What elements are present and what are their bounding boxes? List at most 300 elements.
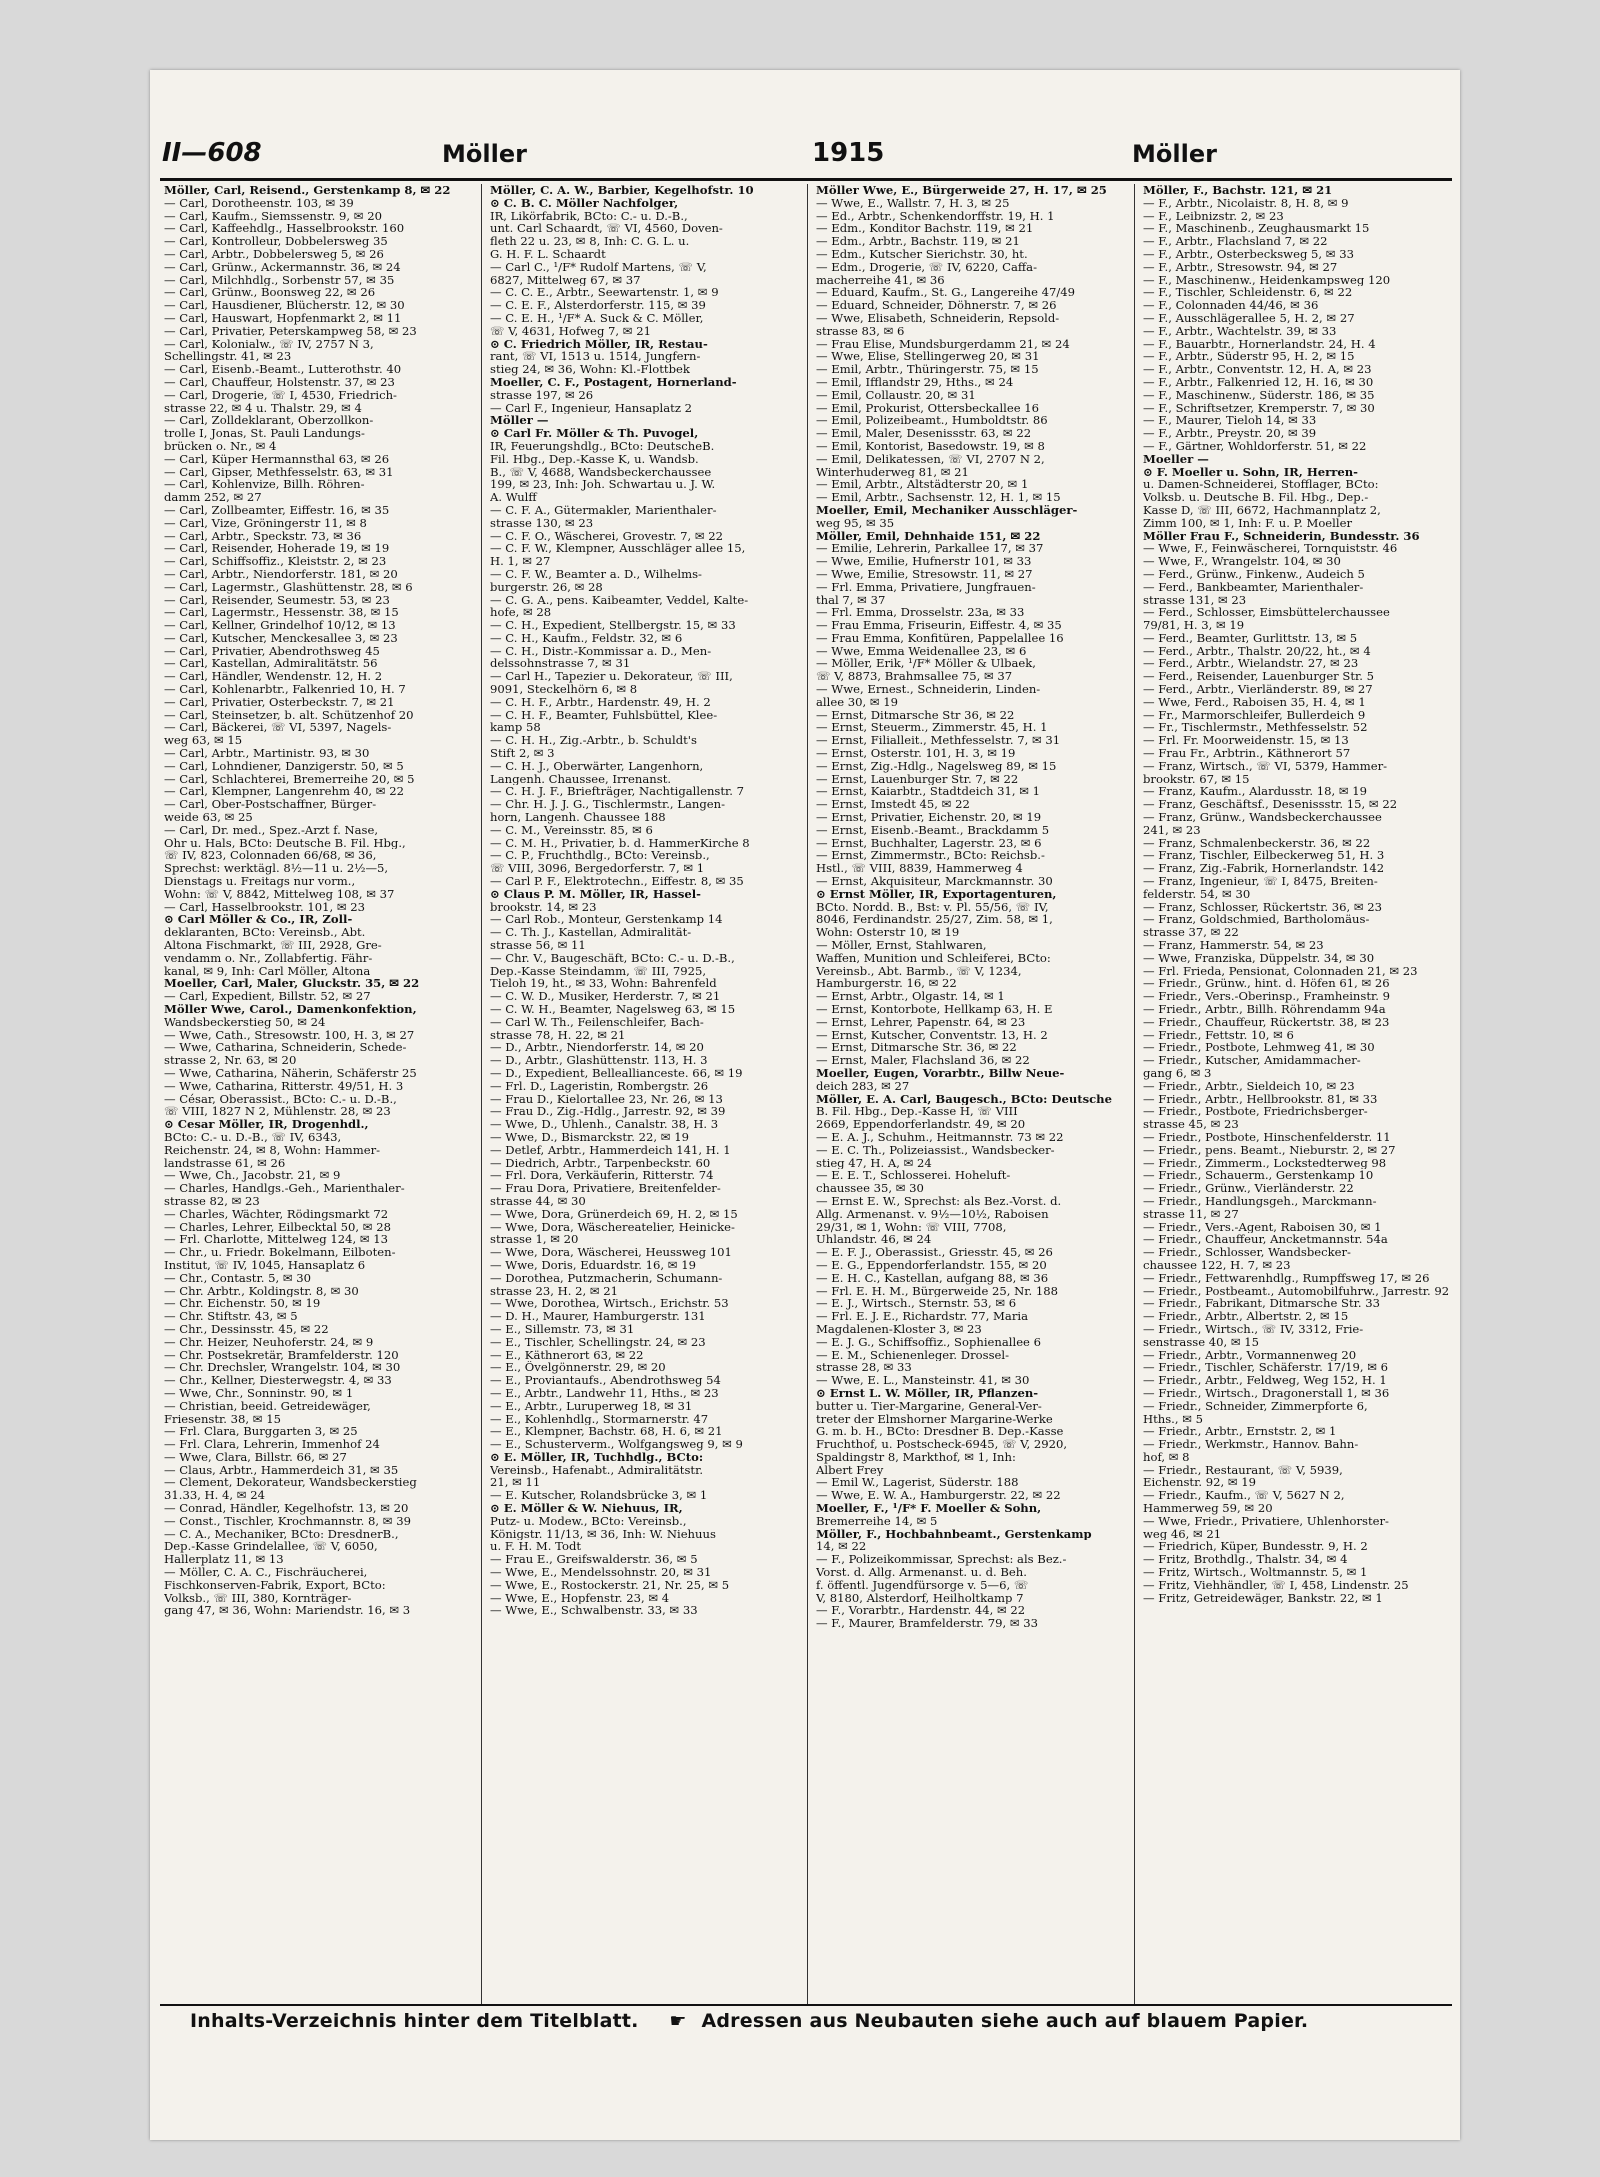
directory-entry: — Ferd., Arbtr., Wielandstr. 27, ✉ 23 — [1143, 657, 1359, 671]
directory-entry: Dep.-Kasse Grindelallee, ☏ V, 6050, — [164, 1540, 378, 1554]
directory-entry: Vereinsb., Abt. Barmb., ☏ V, 1234, — [816, 964, 1022, 978]
directory-entry: Volksb. u. Deutsche B. Fil. Hbg., Dep.- — [1143, 491, 1369, 504]
directory-entry: — C. H. J., Oberwärter, Langenhorn, — [490, 759, 704, 773]
directory-entry: — Clement, Dekorateur, Wandsbeckerstieg — [164, 1476, 417, 1490]
directory-entry: — Friedr., Arbtr., Feldweg, Weg 152, H. 1 — [1143, 1374, 1387, 1387]
directory-entry: — Franz, Schmalenbeckerstr. 36, ✉ 22 — [1143, 836, 1371, 850]
directory-entry: Vereinsb., Hafenabt., Admiralitätstr. — [490, 1463, 704, 1477]
directory-entry: Möller, F., Hochbahnbeamt., Gerstenkamp — [816, 1527, 1092, 1541]
directory-entry: — Carl, Milchhdlg., Sorbenstr 57, ✉ 35 — [164, 273, 395, 287]
directory-entry: Kasse D, ☏ III, 6672, Hachmannplatz 2, — [1143, 503, 1381, 517]
directory-entry: Königstr. 11/13, ✉ 36, Inh: W. Niehuus — [490, 1527, 716, 1541]
directory-entry: — F., Schriftsetzer, Kremperstr. 7, ✉ 30 — [1143, 401, 1375, 415]
directory-entry: — Frl. E. H. M., Bürgerweide 25, Nr. 188 — [816, 1284, 1059, 1298]
directory-entry: — Möller, Erik, ¹/F* Möller & Ulbaek, — [816, 657, 1036, 671]
directory-entry: — Ernst, Maler, Flachsland 36, ✉ 22 — [816, 1054, 1030, 1067]
directory-entry: — Ernst, Lehrer, Papenstr. 64, ✉ 23 — [816, 1015, 1026, 1029]
directory-entry: — Friedr., Werkmstr., Hannov. Bahn- — [1143, 1438, 1359, 1451]
directory-entry: — C. H., Expedient, Stellbergstr. 15, ✉ 33 — [490, 619, 736, 632]
directory-entry: hofe, ✉ 28 — [490, 606, 552, 620]
directory-entry: — F., Bauarbtr., Hornerlandstr. 24, H. 4 — [1143, 337, 1376, 351]
directory-entry: — Emil, Prokurist, Ottersbeckallee 16 — [816, 401, 1040, 415]
directory-entry: BCto. Nordd. B., Bst: v. Pl. 55/56, ☏ IV, — [816, 900, 1049, 914]
directory-entry: — F., Maschinenw., Heidenkampsweg 120 — [1143, 273, 1391, 287]
directory-entry: — Friedr., Zimmerm., Lockstedterweg 98 — [1143, 1156, 1387, 1170]
directory-entry: Magdalenen-Kloster 3, ✉ 23 — [816, 1322, 982, 1336]
directory-entry: ⊙ Ernst Möller, IR, Exportagenturen, — [816, 887, 1057, 901]
directory-entry: damm 252, ✉ 27 — [164, 491, 262, 504]
directory-entry: — Frau D., Zig.-Hdlg., Jarrestr. 92, ✉ 39 — [490, 1105, 726, 1119]
directory-entry: — F., Maschinenb., Zeughausmarkt 15 — [1143, 222, 1370, 236]
directory-entry: — Ferd., Schlosser, Eimsbüttelerchaussee — [1143, 606, 1390, 620]
directory-entry: — Chr., Kellner, Diesterwegstr. 4, ✉ 33 — [164, 1374, 392, 1387]
directory-entry: — C. H. F., Arbtr., Hardenstr. 49, H. 2 — [490, 695, 711, 709]
directory-entry: — C. F. W., Klempner, Ausschläger allee 15, — [490, 542, 746, 556]
directory-entry: Volksb., ☏ III, 380, Kornträger- — [164, 1591, 352, 1605]
directory-entry: — Detlef, Arbtr., Hammerdeich 141, H. 1 — [490, 1143, 731, 1157]
directory-entry: — Friedr., Arbtr., Albertstr. 2, ✉ 15 — [1143, 1310, 1349, 1323]
directory-entry: brookstr. 67, ✉ 15 — [1143, 772, 1250, 786]
directory-entry: — Ferd., Arbtr., Thalstr. 20/22, ht., ✉ 4 — [1143, 644, 1371, 658]
directory-entry: — Carl, Reisender, Hoherade 19, ✉ 19 — [164, 542, 390, 556]
directory-entry: strasse 131, ✉ 23 — [1143, 593, 1247, 607]
directory-entry: senstrasse 40, ✉ 15 — [1143, 1335, 1260, 1349]
directory-entry: Sprechst: werktägl. 8½—11 u. 2½—5, — [164, 862, 389, 876]
directory-entry: — Charles, Lehrer, Eilbecktal 50, ✉ 28 — [164, 1220, 391, 1234]
directory-entry: — Carl, Lohndiener, Danzigerstr. 50, ✉ 5 — [164, 759, 404, 773]
directory-entry: Wandsbeckerstieg 50, ✉ 24 — [164, 1015, 326, 1029]
directory-entry: — Dorothea, Putzmacherin, Schumann- — [490, 1271, 723, 1285]
footer-index-note: Inhalts-Verzeichnis hinter dem Titelblatt. — [190, 2010, 639, 2032]
directory-entry: — D., Expedient, Belleallianceste. 66, ✉ 19 — [490, 1066, 743, 1080]
directory-entry: 2669, Eppendorferlandstr. 49, ✉ 20 — [816, 1118, 1026, 1131]
directory-entry: — F., Leibnizstr. 2, ✉ 23 — [1143, 209, 1284, 223]
directory-entry: Hammerweg 59, ✉ 20 — [1143, 1502, 1273, 1515]
directory-entry: — Friedr., Postbote, Friedrichsberger- — [1143, 1105, 1368, 1119]
directory-entry: Altona Fischmarkt, ☏ III, 2928, Gre- — [164, 939, 382, 952]
directory-entry: — Emil, Maler, Desenissstr. 63, ✉ 22 — [816, 427, 1032, 440]
directory-entry: — Wwe, Ferd., Raboisen 35, H. 4, ✉ 1 — [1143, 695, 1366, 709]
directory-entry: — Frau Dora, Privatiere, Breitenfelder- — [490, 1182, 721, 1195]
directory-entry: Schellingstr. 41, ✉ 23 — [164, 350, 292, 364]
directory-entry: — Franz, Grünw., Wandsbeckerchaussee — [1143, 811, 1382, 824]
directory-entry: — E. E. T., Schlosserei. Hoheluft- — [816, 1169, 1011, 1183]
directory-entry: ⊙ C. B. C. Möller Nachfolger, — [490, 196, 679, 210]
directory-entry: — Frau Emma, Friseurin, Eiffestr. 4, ✉ 35 — [816, 619, 1062, 632]
directory-entry: — F., Arbtr., Flachsland 7, ✉ 22 — [1143, 235, 1328, 248]
directory-entry: weide 63, ✉ 25 — [164, 811, 253, 824]
directory-entry: — Friedr., Wirtsch., ☏ IV, 3312, Frie- — [1143, 1322, 1364, 1336]
directory-entry: — Wwe, Emilie, Hufnerstr 101, ✉ 33 — [816, 555, 1032, 568]
directory-entry: Wohn: ☏ V, 8842, Mittelweg 108, ✉ 37 — [164, 887, 395, 901]
directory-entry: — Carl, Hausdiener, Blücherstr. 12, ✉ 30 — [164, 299, 405, 312]
directory-entry: Eichenstr. 92, ✉ 19 — [1143, 1476, 1256, 1490]
directory-entry: ☏ VIII, 3096, Bergedorferstr. 7, ✉ 1 — [490, 862, 705, 876]
directory-entry: — Christian, beeid. Getreidewäger, — [164, 1399, 371, 1413]
directory-entry: — F., Arbtr., Stresowstr. 94, ✉ 27 — [1143, 260, 1338, 274]
directory-entry: ☏ VIII, 1827 N 2, Mühlenstr. 28, ✉ 23 — [164, 1105, 391, 1119]
directory-entry: — Carl, Chauffeur, Holstenstr. 37, ✉ 23 — [164, 375, 395, 389]
directory-entry: Moeller, Emil, Mechaniker Ausschläger- — [816, 503, 1078, 517]
directory-entry: Bremerreihe 14, ✉ 5 — [816, 1514, 938, 1528]
directory-entry: — Friedr., Postbote, Lehmweg 41, ✉ 30 — [1143, 1041, 1375, 1055]
directory-entry: — Frau E., Greifswalderstr. 36, ✉ 5 — [490, 1553, 698, 1567]
directory-entry: — C. W. H., Beamter, Nagelsweg 63, ✉ 15 — [490, 1003, 736, 1016]
directory-entry: — Ernst, Ditmarsche Str 36, ✉ 22 — [816, 708, 1015, 722]
directory-entry: — Carl, Reisender, Seumestr. 53, ✉ 23 — [164, 593, 390, 607]
directory-entry: chaussee 122, H. 7, ✉ 23 — [1143, 1258, 1291, 1272]
directory-entry: ⊙ C. Friedrich Möller, IR, Restau- — [490, 337, 708, 351]
directory-entry: — Friedr., Kaufm., ☏ V, 5627 N 2, — [1143, 1489, 1345, 1503]
directory-entry: horn, Langenh. Chaussee 188 — [490, 811, 666, 824]
directory-entry: Fil. Hbg., Dep.-Kasse K, u. Wandsb. — [490, 452, 699, 466]
directory-entry: — Franz, Tischler, Eilbeckerweg 51, H. 3 — [1143, 849, 1385, 863]
directory-entry: 14, ✉ 22 — [816, 1540, 867, 1554]
directory-entry: — C. F. A., Gütermakler, Marienthaler- — [490, 503, 717, 517]
directory-entry: — Frau D., Kielortallee 23, Nr. 26, ✉ 13 — [490, 1092, 723, 1106]
directory-entry: — C. H., Kaufm., Feldstr. 32, ✉ 6 — [490, 631, 683, 645]
directory-entry: — Friedr., Restaurant, ☏ V, 5939, — [1143, 1463, 1343, 1477]
directory-entry: — Friedr., Arbtr., Ernststr. 2, ✉ 1 — [1143, 1425, 1337, 1439]
directory-entry: — Carl, Schiffsoffiz., Kleiststr. 2, ✉ 23 — [164, 555, 387, 568]
column-divider — [1134, 184, 1135, 2004]
directory-entry: — Carl, Kohlenvize, Billh. Röhren- — [164, 478, 365, 492]
directory-entry: — E., Arbtr., Landwehr 11, Hths., ✉ 23 — [490, 1386, 719, 1400]
directory-entry: — Edm., Kutscher Sierichstr. 30, ht. — [816, 247, 1028, 261]
directory-entry: — Carl, Privatier, Abendrothsweg 45 — [164, 644, 380, 658]
directory-entry: — Carl, Grünw., Ackermannstr. 36, ✉ 24 — [164, 260, 401, 274]
directory-entry: — Carl, Lagermstr., Glashüttenstr. 28, ✉ 6 — [164, 580, 413, 594]
directory-entry: — C. H. H., Zig.-Arbtr., b. Schuldt's — [490, 734, 697, 748]
directory-entry: — Carl, Hauswart, Hopfenmarkt 2, ✉ 11 — [164, 311, 402, 325]
directory-entry: vendamm o. Nr., Zollabfertig. Fähr- — [164, 951, 373, 965]
directory-entry: — Ernst E. W., Sprechst: als Bez.-Vorst. d. — [816, 1194, 1062, 1208]
directory-entry: — Carl F., Ingenieur, Hansaplatz 2 — [490, 401, 692, 415]
directory-entry: — Carl, Privatier, Osterbeckstr. 7, ✉ 21 — [164, 695, 395, 709]
directory-entry: — Friedr., Postbeamt., Automobilfuhrw., Jarrestr. 92 — [1143, 1284, 1450, 1298]
directory-entry: — Wwe, Elisabeth, Schneiderin, Repsold- — [816, 311, 1060, 325]
directory-entry: ⊙ Carl Fr. Möller & Th. Puvogel, — [490, 427, 699, 440]
directory-entry: ⊙ Ernst L. W. Möller, IR, Pflanzen- — [816, 1386, 1039, 1400]
directory-entry: fleth 22 u. 23, ✉ 8, Inh: C. G. L. u. — [490, 235, 690, 248]
directory-entry: — E., Arbtr., Luruperweg 18, ✉ 31 — [490, 1399, 693, 1413]
directory-entry: — Emil, Arbtr., Sachsenstr. 12, H. 1, ✉ 15 — [816, 491, 1061, 504]
directory-entry: — Carl, Kaffeehdlg., Hasselbrookstr. 160 — [164, 222, 405, 236]
directory-entry: Moeller — — [1143, 452, 1209, 466]
directory-entry: Winterhuderweg 81, ✉ 21 — [816, 465, 969, 479]
directory-entry: — Wwe, Dora, Wäscherei, Heussweg 101 — [490, 1246, 732, 1259]
directory-entry: — Friedr., Arbtr., Sieldeich 10, ✉ 23 — [1143, 1079, 1355, 1093]
directory-entry: — Ernst, Arbtr., Olgastr. 14, ✉ 1 — [816, 990, 1005, 1003]
directory-entry: B. Fil. Hbg., Dep.-Kasse H, ☏ VIII — [816, 1105, 1018, 1119]
directory-entry: ⊙ F. Moeller u. Sohn, IR, Herren- — [1143, 465, 1358, 479]
directory-entry: — Frau Fr., Arbtrin., Käthnerort 57 — [1143, 747, 1351, 760]
directory-entry: 79/81, H. 3, ✉ 19 — [1143, 619, 1245, 632]
directory-entry: — Frl. Fr. Moorweidenstr. 15, ✉ 13 — [1143, 734, 1349, 748]
directory-entry: — F., Arbtr., Conventstr. 12, H. A, ✉ 23 — [1143, 363, 1372, 376]
directory-entry: — Frl. Emma, Privatiere, Jungfrauen- — [816, 580, 1036, 594]
directory-entry: strasse 2, Nr. 63, ✉ 20 — [164, 1054, 297, 1067]
directory-entry: — Carl, Arbtr., Speckstr. 73, ✉ 36 — [164, 529, 362, 543]
directory-entry: stieg 47, H. A, ✉ 24 — [816, 1156, 932, 1170]
directory-entry: Möller — — [490, 414, 549, 428]
directory-entry: — Frl. Clara, Lehrerin, Immenhof 24 — [164, 1438, 380, 1451]
directory-entry: — Wwe, E. W. A., Hamburgerstr. 22, ✉ 22 — [816, 1489, 1061, 1503]
page-number: II—608 — [162, 138, 262, 168]
directory-entry: — Ernst, Imstedt 45, ✉ 22 — [816, 798, 970, 812]
directory-entry: — Carl, Lagermstr., Hessenstr. 38, ✉ 15 — [164, 606, 399, 620]
directory-entry: — Carl, Dr. med., Spez.-Arzt f. Nase, — [164, 823, 379, 837]
directory-entry: IR, Feuerungshdlg., BCto: DeutscheB. — [490, 439, 715, 453]
directory-entry: — Franz, Geschäftsf., Desenissstr. 15, ✉ 22 — [1143, 798, 1398, 812]
directory-entry: — Carl C., ¹/F* Rudolf Martens, ☏ V, — [490, 260, 707, 274]
directory-entry: — E. Kutscher, Rolandsbrücke 3, ✉ 1 — [490, 1489, 708, 1503]
directory-entry: — E., Övelgönnerstr. 29, ✉ 20 — [490, 1361, 666, 1375]
directory-entry: — Franz, Schlosser, Rückertstr. 36, ✉ 23 — [1143, 900, 1383, 914]
directory-entry: — C. H. J. F., Briefträger, Nachtigallenstr. 7 — [490, 785, 745, 799]
directory-entry: strasse 1, ✉ 20 — [490, 1233, 579, 1247]
directory-entry: — Carl, Arbtr., Dobbelersweg 5, ✉ 26 — [164, 247, 384, 261]
directory-entry: — Ferd., Arbtr., Vierländerstr. 89, ✉ 27 — [1143, 683, 1373, 696]
directory-entry: — Friedr., Arbtr., Billh. Röhrendamm 94a — [1143, 1003, 1386, 1016]
directory-entry: — E., Sillemstr. 73, ✉ 31 — [490, 1322, 635, 1336]
directory-entry: — E. F. J., Oberassist., Griesstr. 45, ✉ 26 — [816, 1246, 1053, 1259]
directory-entry: — Chr. Arbtr., Koldingstr. 8, ✉ 30 — [164, 1284, 359, 1298]
directory-entry: — Carl, Arbtr., Niendorferstr. 181, ✉ 20 — [164, 567, 398, 581]
directory-entry: — Edm., Konditor Bachstr. 119, ✉ 21 — [816, 222, 1034, 236]
directory-entry: — Claus, Arbtr., Hammerdeich 31, ✉ 35 — [164, 1463, 399, 1477]
directory-entry: — Ernst, Kaiarbtr., Stadtdeich 31, ✉ 1 — [816, 785, 1040, 799]
directory-entry: — Carl, Kontrolleur, Dobbelersweg 35 — [164, 235, 388, 248]
directory-entry: — E., Tischler, Schellingstr. 24, ✉ 23 — [490, 1335, 706, 1349]
directory-entry: — Friedr., Vers.-Agent, Raboisen 30, ✉ 1 — [1143, 1220, 1382, 1234]
directory-entry: — F., Arbtr., Wachtelstr. 39, ✉ 33 — [1143, 324, 1337, 338]
directory-entry: Moeller, Carl, Maler, Gluckstr. 35, ✉ 22 — [164, 977, 420, 991]
directory-entry: ⊙ E. Möller, IR, Tuchhdlg., BCto: — [490, 1450, 704, 1464]
directory-entry: — Const., Tischler, Krochmannstr. 8, ✉ 39 — [164, 1514, 411, 1528]
directory-entry: — Chr. Postsekretär, Bramfelderstr. 120 — [164, 1348, 399, 1362]
directory-entry: — Friedr., Schneider, Zimmerpforte 6, — [1143, 1399, 1368, 1413]
directory-entry: — Eduard, Schneider, Döhnerstr. 7, ✉ 26 — [816, 299, 1057, 312]
directory-entry: — Chr. Heizer, Neuhoferstr. 24, ✉ 9 — [164, 1335, 374, 1349]
directory-entry: ⊙ Carl Möller & Co., IR, Zoll- — [164, 913, 353, 927]
directory-entry: — Wwe, F., Feinwäscherei, Tornquiststr. 46 — [1143, 542, 1398, 556]
directory-entry: — Ernst, Osterstr. 101, H. 3, ✉ 19 — [816, 747, 1016, 760]
directory-entry: — Ernst, Zimmermstr., BCto: Reichsb.- — [816, 849, 1045, 863]
directory-entry: — Friedr., Schlosser, Wandsbecker- — [1143, 1246, 1351, 1259]
directory-entry: — Wwe, Franziska, Düppelstr. 34, ✉ 30 — [1143, 951, 1375, 965]
directory-entry: f. öffentl. Jugendfürsorge v. 5—6, ☏ — [816, 1578, 1029, 1592]
directory-entry: — Carl, Kohlenarbtr., Falkenried 10, H. 7 — [164, 683, 406, 696]
directory-entry: G. m. b. H., BCto: Dresdner B. Dep.-Kasse — [816, 1425, 1064, 1439]
directory-entry: — Wwe, E., Wallstr. 7, H. 3, ✉ 25 — [816, 196, 1010, 210]
directory-entry: 199, ✉ 23, Inh: Joh. Schwartau u. J. W. — [490, 478, 716, 492]
directory-entry: deklaranten, BCto: Vereinsb., Abt. — [164, 926, 366, 940]
directory-entry: — C. F. O., Wäscherei, Grovestr. 7, ✉ 22 — [490, 529, 724, 543]
directory-entry: — F., Colonnaden 44/46, ✉ 36 — [1143, 299, 1319, 312]
directory-entry: — Ferd., Bankbeamter, Marienthaler- — [1143, 580, 1364, 594]
directory-entry: — E. H. C., Kastellan, aufgang 88, ✉ 36 — [816, 1271, 1049, 1285]
directory-entry: — F., Arbtr., Süderstr 95, H. 2, ✉ 15 — [1143, 350, 1355, 364]
directory-entry: — C. E. H., ¹/F* A. Suck & C. Möller, — [490, 311, 704, 325]
directory-entry: — Ernst, Kutscher, Conventstr. 13, H. 2 — [816, 1028, 1048, 1042]
directory-entry: — Friedr., Fabrikant, Ditmarsche Str. 33 — [1143, 1297, 1381, 1311]
directory-entry: Hstl., ☏ VIII, 8839, Hammerweg 4 — [816, 862, 1023, 876]
directory-entry: — C. M. H., Privatier, b. d. HammerKirche 8 — [490, 836, 750, 850]
directory-entry: — C. C. E., Arbtr., Seewartenstr. 1, ✉ 9 — [490, 286, 719, 300]
directory-entry: — C. W. D., Musiker, Herderstr. 7, ✉ 21 — [490, 990, 721, 1003]
directory-entry: Dep.-Kasse Steindamm, ☏ III, 7925, — [490, 964, 707, 978]
directory-entry: — Chr. Stiftstr. 43, ✉ 5 — [164, 1310, 298, 1323]
directory-entry: Vorst. d. Allg. Armenanst. u. d. Beh. — [816, 1566, 1027, 1579]
directory-entry: strasse 11, ✉ 27 — [1143, 1207, 1239, 1221]
directory-entry: — Möller, Ernst, Stahlwaren, — [816, 939, 987, 952]
directory-entry: — C. E. F., Alsterdorferstr. 115, ✉ 39 — [490, 299, 706, 312]
directory-entry: — Carl, Händler, Wendenstr. 12, H. 2 — [164, 670, 383, 684]
column-4 — [1139, 184, 1456, 2004]
directory-entry: — C. H., Distr.-Kommissar a. D., Men- — [490, 644, 712, 658]
directory-entry: — Wwe, E., Hopfenstr. 23, ✉ 4 — [490, 1591, 670, 1605]
directory-entry: — C. M., Vereinsstr. 85, ✉ 6 — [490, 823, 653, 837]
directory-entry: — Emilie, Lehrerin, Parkallee 17, ✉ 37 — [816, 542, 1044, 556]
directory-entry: chaussee 35, ✉ 30 — [816, 1182, 924, 1195]
directory-entry: — Ed., Arbtr., Schenkendorffstr. 19, H. 1 — [816, 209, 1055, 223]
directory-entry: — Carl Rob., Monteur, Gerstenkamp 14 — [490, 913, 723, 927]
directory-entry: — César, Oberassist., BCto: C.- u. D.-B., — [164, 1092, 397, 1106]
directory-entry: Waffen, Munition und Schleiferei, BCto: — [816, 951, 1051, 965]
directory-entry: 241, ✉ 23 — [1143, 823, 1201, 837]
directory-entry: — Wwe, Catharina, Näherin, Schäferstr 25 — [164, 1066, 417, 1080]
directory-entry: — E., Klempner, Bachstr. 68, H. 6, ✉ 21 — [490, 1425, 723, 1439]
page-header — [162, 138, 1452, 178]
directory-entry: — Friedr., Fettstr. 10, ✉ 6 — [1143, 1028, 1294, 1042]
directory-entry: — Carl, Ober-Postschaffner, Bürger- — [164, 798, 377, 812]
directory-entry: gang 6, ✉ 3 — [1143, 1066, 1212, 1080]
column-3 — [812, 184, 1132, 2004]
header-left-name: Möller — [442, 140, 527, 168]
directory-entry: — Ernst, Privatier, Eichenstr. 20, ✉ 19 — [816, 811, 1042, 824]
directory-entry: — Wwe, Catharina, Schneiderin, Schede- — [164, 1041, 407, 1055]
directory-entry: — Wwe, Chr., Sonninstr. 90, ✉ 1 — [164, 1386, 354, 1400]
directory-entry: — Wwe, E., Mendelssohnstr. 20, ✉ 31 — [490, 1566, 712, 1579]
directory-entry: — Carl, Grünw., Boonsweg 22, ✉ 26 — [164, 286, 376, 300]
directory-entry: — Wwe, Cath., Stresowstr. 100, H. 3, ✉ 27 — [164, 1028, 415, 1042]
directory-entry: — Carl, Kolonialw., ☏ IV, 2757 N 3, — [164, 337, 374, 351]
directory-entry: strasse 28, ✉ 33 — [816, 1361, 912, 1375]
directory-entry: strasse 83, ✉ 6 — [816, 324, 905, 338]
directory-entry: — Ernst, Steuerm., Zimmerstr. 45, H. 1 — [816, 721, 1048, 735]
directory-entry: — Friedr., Grünw., Vierländerstr. 22 — [1143, 1182, 1354, 1195]
directory-entry: kanal, ✉ 9, Inh: Carl Möller, Altona — [164, 964, 371, 978]
directory-entry: — Fritz, Wirtsch., Woltmannstr. 5, ✉ 1 — [1143, 1566, 1368, 1579]
directory-entry: brücken o. Nr., ✉ 4 — [164, 439, 277, 453]
directory-entry: — Wwe, Ch., Jacobstr. 21, ✉ 9 — [164, 1169, 341, 1183]
directory-entry: — Frl. Emma, Drosselstr. 23a, ✉ 33 — [816, 606, 1025, 620]
directory-entry: 6827, Mittelweg 67, ✉ 37 — [490, 273, 641, 287]
directory-entry: strasse 37, ✉ 22 — [1143, 926, 1239, 940]
directory-entry: — Franz, Wirtsch., ☏ VI, 5379, Hammer- — [1143, 759, 1388, 773]
directory-entry: — C. A., Mechaniker, BCto: DresdnerB., — [164, 1527, 399, 1541]
column-divider — [481, 184, 482, 2004]
directory-entry: — Frl. Clara, Burggarten 3, ✉ 25 — [164, 1425, 358, 1439]
directory-entry: — Carl, Klempner, Langenrehm 40, ✉ 22 — [164, 785, 404, 799]
directory-entry: — Ernst, Filialleit., Methfesselstr. 7, ✉ 31 — [816, 734, 1061, 748]
directory-entry: — Carl W. Th., Feilenschleifer, Bach- — [490, 1015, 704, 1029]
column-2 — [486, 184, 805, 2004]
directory-entry: thal 7, ✉ 37 — [816, 593, 886, 607]
directory-entry: — Wwe, F., Wrangelstr. 104, ✉ 30 — [1143, 555, 1341, 568]
directory-entry: — F., Maurer, Tieloh 14, ✉ 33 — [1143, 414, 1317, 428]
pointing-hand-icon: ☛ — [669, 2010, 687, 2032]
directory-entry: Institut, ☏ IV, 1045, Hansaplatz 6 — [164, 1258, 366, 1272]
directory-entry: ☏ V, 4631, Hofweg 7, ✉ 21 — [490, 324, 651, 338]
directory-entry: strasse 44, ✉ 30 — [490, 1194, 586, 1208]
directory-entry: allee 30, ✉ 19 — [816, 695, 899, 709]
directory-entry: — F., Tischler, Schleidenstr. 6, ✉ 22 — [1143, 286, 1353, 300]
directory-entry: — Wwe, Dora, Wäschereatelier, Heinicke- — [490, 1220, 735, 1234]
directory-entry: Möller, F., Bachstr. 121, ✉ 21 — [1143, 184, 1333, 197]
directory-entry: — Emil, Delikatessen, ☏ VI, 2707 N 2, — [816, 452, 1045, 466]
directory-entry: — Carl, Steinsetzer, b. alt. Schützenhof 20 — [164, 708, 414, 722]
directory-entry: — E., Käthnerort 63, ✉ 22 — [490, 1348, 644, 1362]
directory-entry: — E., Schusterverm., Wolfgangsweg 9, ✉ 9 — [490, 1438, 743, 1451]
directory-entry: BCto: C.- u. D.-B., ☏ IV, 6343, — [164, 1130, 342, 1144]
page-footer — [190, 2010, 1308, 2032]
directory-entry: treter der Elmshorner Margarine-Werke — [816, 1412, 1053, 1426]
directory-entry: weg 46, ✉ 21 — [1143, 1527, 1222, 1541]
directory-entry: Uhlandstr. 46, ✉ 24 — [816, 1233, 932, 1247]
directory-entry: — Emil W., Lagerist, Süderstr. 188 — [816, 1476, 1019, 1490]
directory-entry: B., ☏ V, 4688, Wandsbeckerchaussee — [490, 465, 712, 479]
directory-entry: Friesenstr. 38, ✉ 15 — [164, 1412, 281, 1426]
directory-entry: — Wwe, E. L., Mansteinstr. 41, ✉ 30 — [816, 1374, 1030, 1387]
directory-entry: — Emil, Arbtr., Thüringerstr. 75, ✉ 15 — [816, 363, 1039, 376]
directory-entry: landstrasse 61, ✉ 26 — [164, 1156, 286, 1170]
directory-entry: — Eduard, Kaufm., St. G., Langereihe 47/49 — [816, 286, 1076, 300]
directory-entry: — C. Th. J., Kastellan, Admiralität- — [490, 926, 692, 940]
directory-entry: — Carl, Zollbeamter, Eiffestr. 16, ✉ 35 — [164, 503, 390, 517]
directory-entry: u. F. H. M. Todt — [490, 1540, 582, 1554]
directory-entry: — E. C. Th., Polizeiassist., Wandsbecker- — [816, 1143, 1055, 1157]
directory-entry: — F., Arbtr., Falkenried 12, H. 16, ✉ 30 — [1143, 375, 1374, 389]
directory-entry: strasse 23, H. 2, ✉ 21 — [490, 1284, 619, 1298]
directory-entry: — Ernst, Zig.-Hdlg., Nagelsweg 89, ✉ 15 — [816, 759, 1057, 773]
directory-entry: — Franz, Hammerstr. 54, ✉ 23 — [1143, 939, 1324, 952]
directory-entry: — Wwe, Friedr., Privatiere, Uhlenhorster- — [1143, 1514, 1389, 1528]
directory-entry: — Edm., Arbtr., Bachstr. 119, ✉ 21 — [816, 235, 1020, 248]
directory-entry: — C. F. W., Beamter a. D., Wilhelms- — [490, 567, 702, 581]
directory-entry: strasse 45, ✉ 23 — [1143, 1118, 1239, 1131]
directory-entry: — C. P., Fruchthdlg., BCto: Vereinsb., — [490, 849, 710, 863]
directory-entry: — Chr. H. J. J. G., Tischlermstr., Langen- — [490, 798, 726, 812]
directory-entry: Fischkonserven-Fabrik, Export, BCto: — [164, 1578, 386, 1592]
directory-entry: — Friedrich, Küper, Bundesstr. 9, H. 2 — [1143, 1540, 1368, 1554]
directory-entry: — Friedr., Chauffeur, Rückertstr. 38, ✉ 23 — [1143, 1015, 1390, 1029]
directory-entry: rant, ☏ VI, 1513 u. 1514, Jungfern- — [490, 350, 701, 364]
directory-entry: strasse 130, ✉ 23 — [490, 516, 594, 530]
directory-entry: — Chr., Dessinsstr. 45, ✉ 22 — [164, 1322, 329, 1336]
directory-entry: — Carl, Zolldeklarant, Oberzollkon- — [164, 414, 374, 428]
directory-entry: — Frl. Dora, Verkäuferin, Ritterstr. 74 — [490, 1169, 714, 1183]
directory-columns — [160, 184, 1452, 2004]
directory-entry: gang 47, ✉ 36, Wohn: Mariendstr. 16, ✉ 3 — [164, 1604, 411, 1618]
directory-entry: — Carl H., Tapezier u. Dekorateur, ☏ III, — [490, 670, 733, 684]
directory-entry: — Friedr., Fettwarenhdlg., Rumpffsweg 17, ✉ 26 — [1143, 1271, 1430, 1285]
directory-entry: Möller, Carl, Reisend., Gerstenkamp 8, ✉ 22 — [164, 184, 451, 197]
directory-entry: Ohr u. Hals, BCto: Deutsche B. Fil. Hbg., — [164, 836, 406, 850]
directory-entry: — F., Arbtr., Nicolaistr. 8, H. 8, ✉ 9 — [1143, 196, 1349, 210]
directory-entry: — Frau Elise, Mundsburgerdamm 21, ✉ 24 — [816, 337, 1070, 351]
